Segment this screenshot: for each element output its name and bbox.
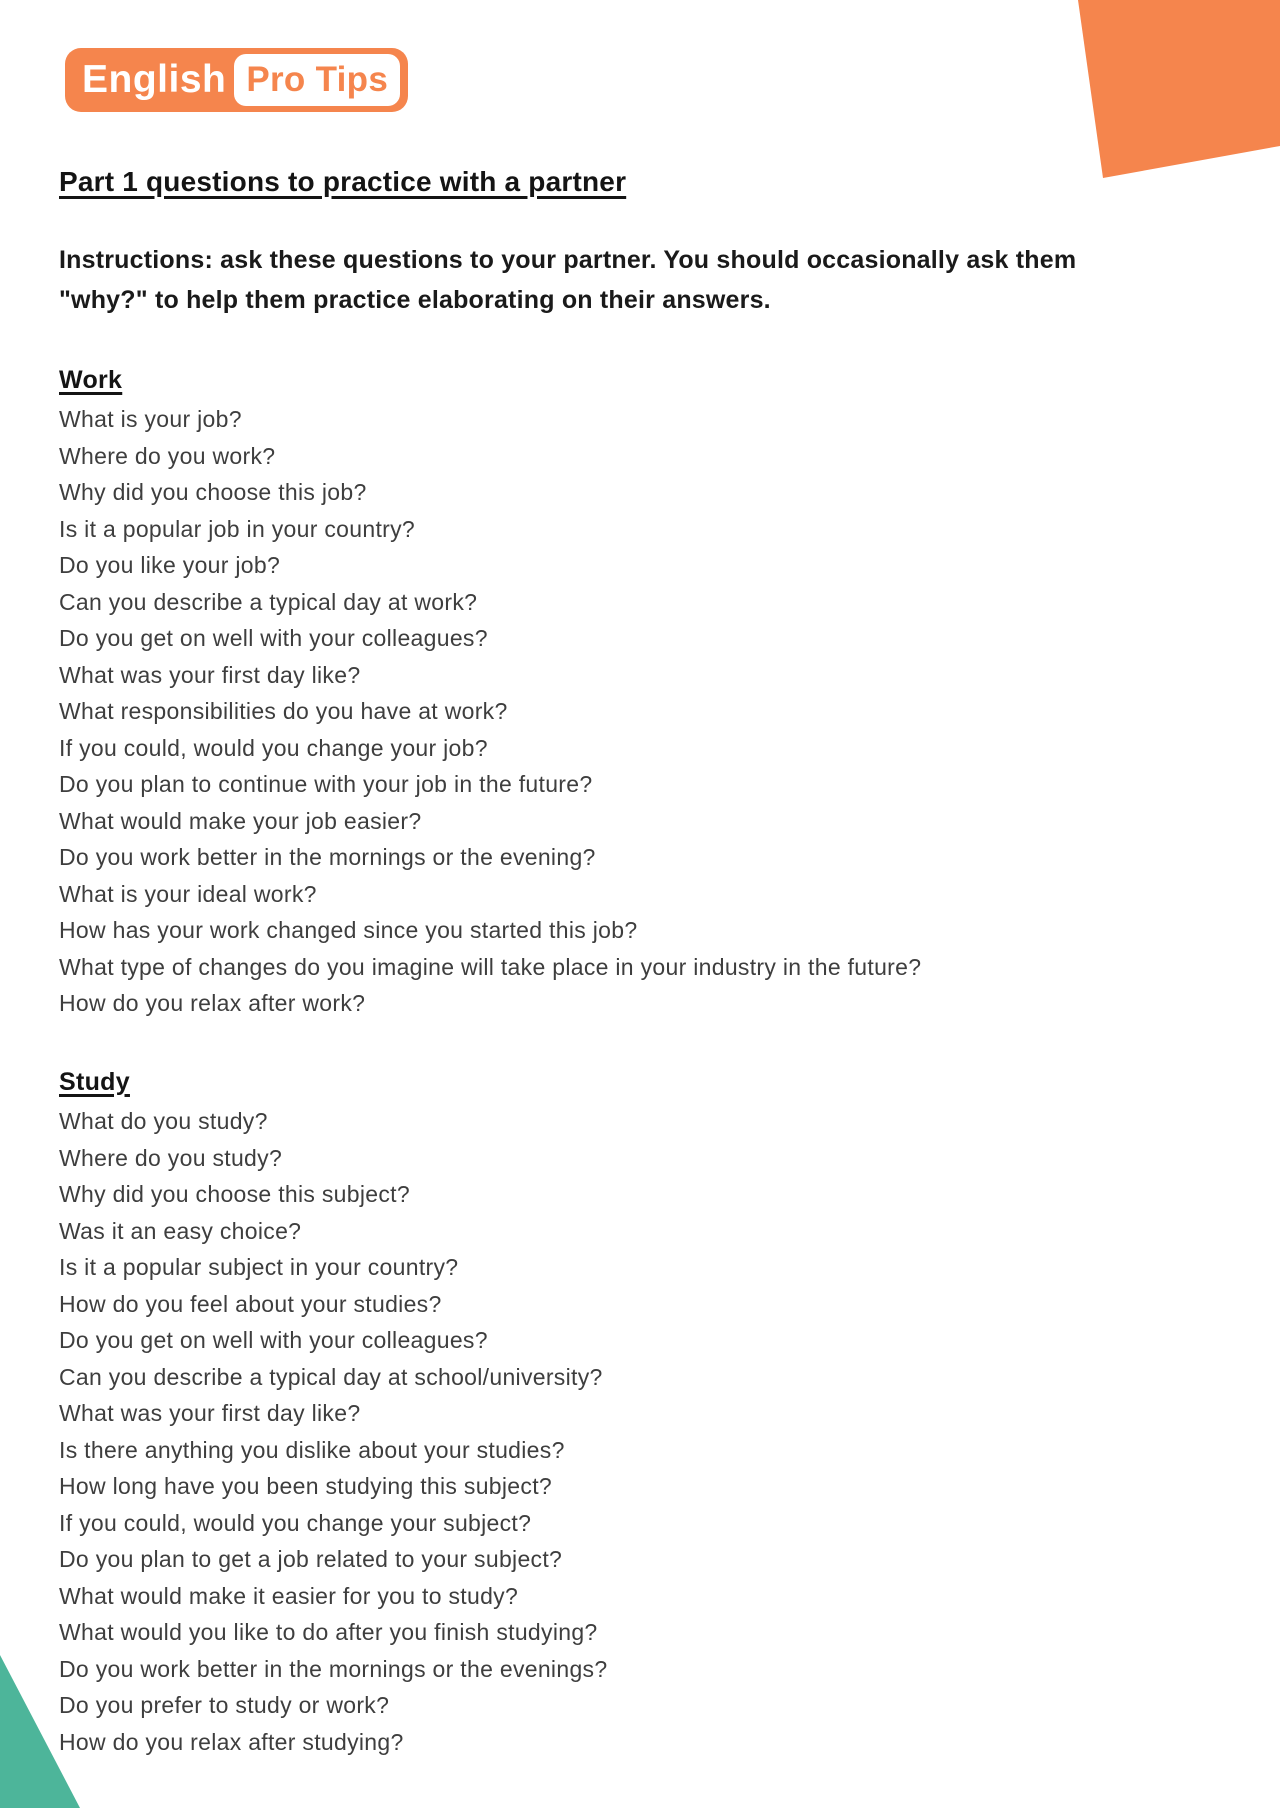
question-item: If you could, would you change your subject?	[59, 1509, 532, 1536]
section-heading: Work	[59, 366, 123, 394]
question-item: What would make your job easier?	[59, 807, 422, 834]
section-heading: Study	[59, 1068, 130, 1096]
question-item: Do you get on well with your colleagues?	[59, 625, 488, 651]
question-item: What was your first day like?	[59, 661, 361, 688]
question-list	[59, 401, 921, 1022]
question-item: Where do you study?	[59, 1144, 283, 1171]
instructions-text: Instructions: ask these questions to your partner. You should occasionally ask them "why?" to help them practice elaborating on their answers.	[59, 246, 1077, 314]
question-item: What is your job?	[59, 406, 242, 432]
brand-logo	[65, 48, 408, 112]
question-item: Why did you choose this job?	[59, 479, 367, 505]
brand-name-secondary: Pro Tips	[234, 54, 400, 106]
question-item: What do you study?	[59, 1108, 268, 1134]
section-study	[59, 1068, 607, 1760]
question-item: How has your work changed since you started this job?	[59, 917, 638, 943]
question-item: Was it an easy choice?	[59, 1217, 302, 1244]
question-item: How long have you been studying this subject?	[59, 1473, 552, 1499]
question-item: What responsibilities do you have at work?	[59, 698, 508, 724]
question-item: How do you relax after work?	[59, 990, 366, 1016]
question-item: What is your ideal work?	[59, 880, 317, 907]
corner-shape-top-right	[1078, 0, 1280, 178]
brand-name-primary: English	[82, 58, 227, 101]
section-work	[59, 366, 921, 1022]
question-list	[59, 1103, 607, 1760]
question-item: Do you prefer to study or work?	[59, 1692, 390, 1718]
question-item: Can you describe a typical day at work?	[59, 588, 478, 615]
question-item: Why did you choose this subject?	[59, 1181, 410, 1207]
question-item: What would you like to do after you finish studying?	[59, 1619, 598, 1645]
question-item: How do you feel about your studies?	[59, 1290, 442, 1317]
question-item: Can you describe a typical day at school/university?	[59, 1363, 603, 1390]
question-item: Do you plan to continue with your job in the future?	[59, 771, 593, 797]
page-title: Part 1 questions to practice with a partner	[59, 166, 627, 197]
question-item: Where do you work?	[59, 442, 276, 469]
question-item: Is there anything you dislike about your studies?	[59, 1436, 565, 1463]
question-item: Do you work better in the mornings or the evening?	[59, 844, 596, 870]
question-item: Do you work better in the mornings or the evenings?	[59, 1655, 608, 1682]
question-item: Do you plan to get a job related to your subject?	[59, 1546, 563, 1572]
question-item: Do you get on well with your colleagues?	[59, 1327, 488, 1353]
question-item: Is it a popular subject in your country?	[59, 1254, 459, 1280]
question-item: If you could, would you change your job?	[59, 734, 488, 761]
question-item: Do you like your job?	[59, 552, 281, 578]
question-item: What type of changes do you imagine will take place in your industry in the future?	[59, 953, 922, 980]
question-item: What would make it easier for you to study?	[59, 1582, 519, 1609]
question-item: Is it a popular job in your country?	[59, 515, 415, 542]
question-item: How do you relax after studying?	[59, 1728, 404, 1755]
question-item: What was your first day like?	[59, 1400, 361, 1426]
